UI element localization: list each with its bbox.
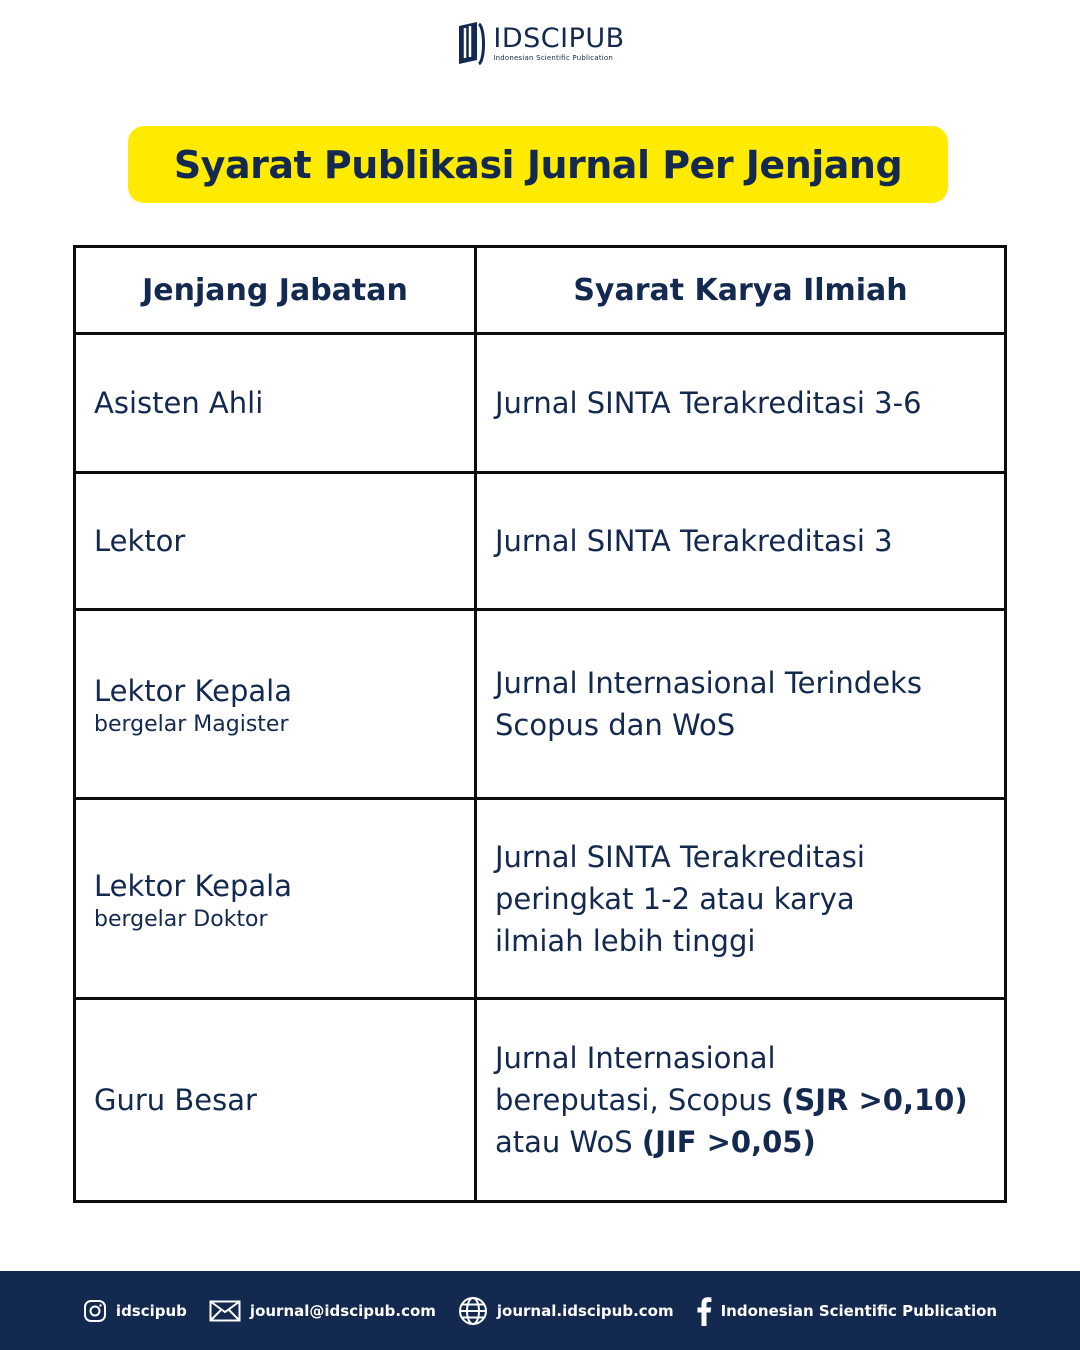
requirement-line: bereputasi, Scopus (495, 1083, 782, 1117)
table-row (75, 334, 1006, 473)
brand-logo (0, 20, 1080, 66)
level-name: Lektor Kepala (94, 674, 292, 708)
journal-logo-icon (455, 20, 487, 66)
footer-facebook[interactable] (696, 1296, 997, 1326)
level-name: Guru Besar (94, 1083, 257, 1117)
requirement-line: Scopus dan WoS (495, 708, 736, 742)
instagram-handle: idscipub (115, 1301, 187, 1320)
requirements-table (73, 245, 1007, 1203)
table-row (75, 799, 1006, 999)
requirement-cell (476, 473, 1006, 610)
requirement-cell (476, 610, 1006, 799)
table-row (75, 999, 1006, 1202)
level-qualifier: bergelar Doktor (94, 906, 268, 932)
level-cell (75, 999, 476, 1202)
level-cell (75, 799, 476, 999)
facebook-page: Indonesian Scientific Publication (720, 1301, 998, 1320)
requirement-cell (476, 334, 1006, 473)
table-header-row (75, 247, 1006, 334)
level-qualifier: bergelar Magister (94, 712, 289, 737)
level-cell (75, 610, 476, 799)
level-name: Lektor (94, 524, 186, 558)
footer-email[interactable] (209, 1300, 436, 1322)
email-address: journal@idscipub.com (249, 1301, 436, 1320)
requirement-line: ilmiah lebih tinggi (495, 923, 756, 958)
page-title: Syarat Publikasi Jurnal Per Jenjang (173, 142, 903, 187)
sjr-threshold: (SJR >0,10) (781, 1083, 968, 1117)
brand-tagline: Indonesian Scientific Publication (493, 53, 614, 62)
requirement-cell (476, 799, 1006, 999)
requirement-line: atau WoS (495, 1125, 642, 1159)
footer-bar (0, 1271, 1080, 1350)
requirement-text: Jurnal SINTA Terakreditasi 3-6 (495, 386, 922, 420)
table-row (75, 473, 1006, 610)
level-name: Lektor Kepala (94, 868, 292, 903)
table-row (75, 610, 1006, 799)
requirement-line: Jurnal Internasional Terindeks (495, 666, 922, 700)
brand-name: IDSCIPUB (493, 22, 625, 54)
globe-icon (458, 1296, 488, 1326)
footer-website[interactable] (458, 1296, 674, 1326)
title-banner (128, 126, 948, 203)
instagram-icon (83, 1299, 107, 1323)
requirement-text: Jurnal SINTA Terakreditasi 3 (495, 524, 893, 558)
level-name: Asisten Ahli (94, 386, 264, 420)
requirement-line: Jurnal Internasional (495, 1041, 776, 1075)
requirement-line: Jurnal SINTA Terakreditasi (495, 839, 865, 874)
requirement-line: peringkat 1-2 atau karya (495, 881, 855, 916)
website-url: journal.idscipub.com (496, 1301, 674, 1320)
header-level: Jenjang Jabatan (75, 247, 476, 334)
level-cell (75, 473, 476, 610)
level-cell (75, 334, 476, 473)
jif-threshold: (JIF >0,05) (641, 1125, 816, 1159)
mail-icon (209, 1300, 241, 1322)
header-requirement: Syarat Karya Ilmiah (476, 247, 1006, 334)
requirement-cell (476, 999, 1006, 1202)
footer-instagram[interactable] (83, 1299, 187, 1323)
facebook-icon (696, 1296, 712, 1326)
